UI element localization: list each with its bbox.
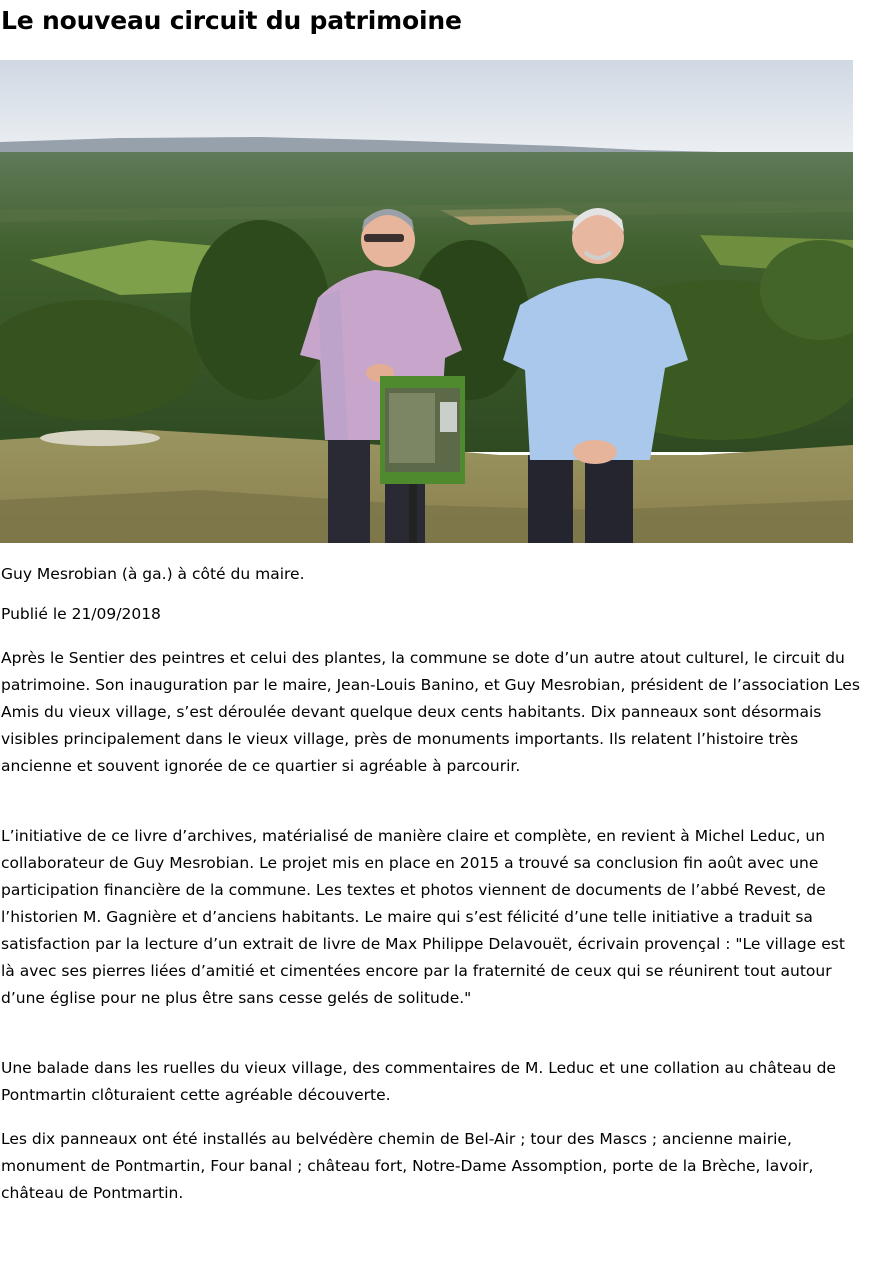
article-paragraph: Une balade dans les ruelles du vieux village, des commentaires de M. Leduc et une collation au château de Pontmartin clôturaient cette agréable découverte. [1, 1059, 836, 1104]
article-title: Le nouveau circuit du patrimoine [1, 6, 462, 35]
publication-date: Publié le 21/09/2018 [1, 605, 161, 623]
article-photo [0, 60, 853, 543]
article-paragraph: L’initiative de ce livre d’archives, matérialisé de manière claire et complète, en revient à Michel Leduc, un collaborateur de Guy Mesrobian. Le projet mis en place en 2015 a trouvé sa conclusion fin août avec une participation financière de la commune. Les textes et photos viennent de documents de l’abbé Revest, de l’historien M. Gagnière et d’anciens habitants. Le maire qui s’est félicité d’une telle initiative a traduit sa satisfaction par la lecture d’un extrait de livre de Max Philippe Delavouët, écrivain provençal : "Le village est là avec ses pierres liées d’amitié et cimentées encore par la fraternité de ceux qui se réunirent tout autour d’une église pour ne plus être sans cesse gelés de solitude." [1, 827, 845, 1007]
article-paragraph: Les dix panneaux ont été installés au belvédère chemin de Bel-Air ; tour des Mascs ; ancienne mairie, monument de Pontmartin, Four banal ; château fort, Notre-Dame Assomption, porte de la Brèche, lavoir, château de Pontmartin. [1, 1130, 814, 1202]
photo-caption: Guy Mesrobian (à ga.) à côté du maire. [1, 565, 305, 583]
article-paragraph: Après le Sentier des peintres et celui des plantes, la commune se dote d’un autre atout culturel, le circuit du patrimoine. Son inauguration par le maire, Jean-Louis Banino, et Guy Mesrobian, président de l’association Les Amis du vieux village, s’est déroulée devant quelque deux cents habitants. Dix panneaux sont désormais visibles principalement dans le vieux village, près de monuments importants. Ils relatent l’histoire très ancienne et souvent ignorée de ce quartier si agréable à parcourir. [1, 649, 860, 775]
